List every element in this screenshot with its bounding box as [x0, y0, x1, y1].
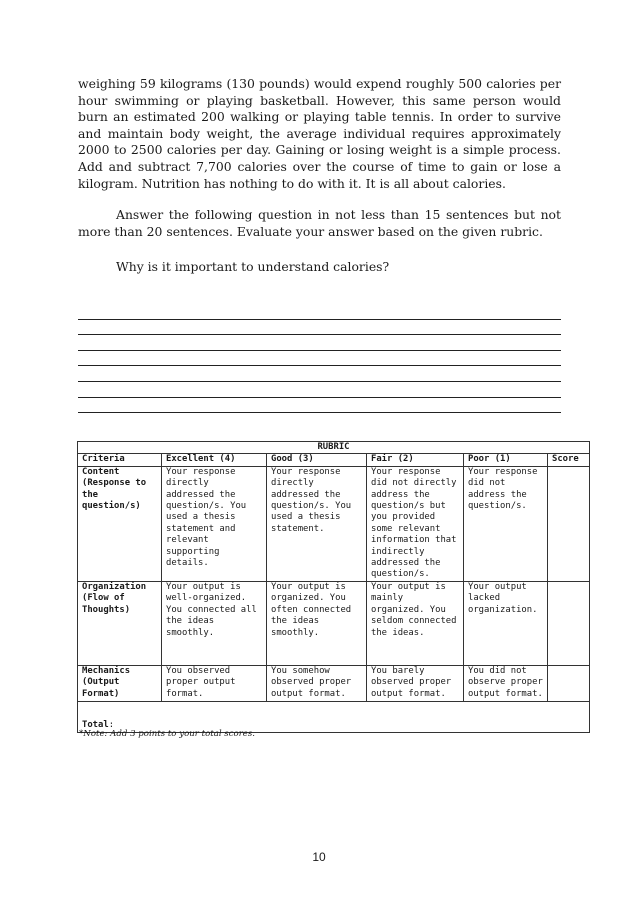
fair-cell: Your response did not directly address the question/s but you provided some relevant information that indirectly addressed the question/s.	[367, 466, 464, 581]
score-cell[interactable]	[548, 466, 590, 581]
total-label: Total	[82, 720, 109, 731]
criteria-cell: Organization (Flow of Thoughts)	[78, 581, 162, 665]
header-poor: Poor (1)	[464, 454, 548, 466]
rubric-header-row	[78, 454, 590, 466]
body-paragraph-calories: weighing 59 kilograms (130 pounds) would expend roughly 500 calories per hour swimming or playing basketball. However, this same person would burn an estimated 200 walking or playing table tennis. In order to survive and maintain body weight, the average individual requires approximately 2000 to 2500 calories per day. Gaining or losing weight is a simple process. Add and subtract 7,700 calories over the course of time to gain or lose a kilogram. Nutrition has nothing to do with it. It is all about calories.	[78, 76, 561, 191]
criteria-cell: Mechanics (Output Format)	[78, 665, 162, 701]
answer-line[interactable]	[78, 304, 561, 320]
rubric-table	[77, 441, 590, 733]
poor-cell: Your output lacked organization.	[464, 581, 548, 665]
total-colon: :	[108, 720, 115, 731]
rubric-row-content	[78, 466, 590, 581]
fair-cell: Your output is mainly organized. You seldom connected the ideas.	[367, 581, 464, 665]
excellent-cell: You observed proper output format.	[162, 665, 267, 701]
header-criteria: Criteria	[78, 454, 162, 466]
criteria-cell: Content (Response to the question/s)	[78, 466, 162, 581]
poor-cell: Your response did not address the question/s.	[464, 466, 548, 581]
score-cell[interactable]	[548, 665, 590, 701]
header-fair: Fair (2)	[367, 454, 464, 466]
total-cell[interactable]	[78, 701, 590, 732]
essay-question: Why is it important to understand calories?	[116, 259, 390, 274]
page-number: 10	[312, 850, 326, 864]
rubric-title: RUBRIC	[78, 442, 590, 454]
header-good: Good (3)	[267, 454, 367, 466]
answer-lines[interactable]	[78, 304, 561, 413]
answer-line[interactable]	[78, 335, 561, 351]
good-cell: Your response directly addressed the question/s. You used a thesis statement.	[267, 466, 367, 581]
header-excellent: Excellent (4)	[162, 454, 267, 466]
answer-line[interactable]	[78, 366, 561, 382]
instructions-paragraph: Answer the following question in not less than 15 sentences but not more than 20 sentences. Evaluate your answer based on the given rubric.	[78, 207, 561, 239]
excellent-cell: Your response directly addressed the question/s. You used a thesis statement and relevant supporting details.	[162, 466, 267, 581]
excellent-cell: Your output is well-organized. You connected all the ideas smoothly.	[162, 581, 267, 665]
rubric-row-mechanics	[78, 665, 590, 701]
good-cell: Your output is organized. You often connected the ideas smoothly.	[267, 581, 367, 665]
score-cell[interactable]	[548, 581, 590, 665]
rubric-total-row	[78, 701, 590, 732]
header-score: Score	[548, 454, 590, 466]
answer-line[interactable]	[78, 398, 561, 414]
fair-cell: You barely observed proper output format.	[367, 665, 464, 701]
rubric-row-organization	[78, 581, 590, 665]
poor-cell: You did not observe proper output format.	[464, 665, 548, 701]
answer-line[interactable]	[78, 320, 561, 336]
good-cell: You somehow observed proper output format.	[267, 665, 367, 701]
answer-line[interactable]	[78, 382, 561, 398]
rubric-note: *Note: Add 3 points to your total scores.	[79, 729, 256, 739]
answer-line[interactable]	[78, 351, 561, 367]
